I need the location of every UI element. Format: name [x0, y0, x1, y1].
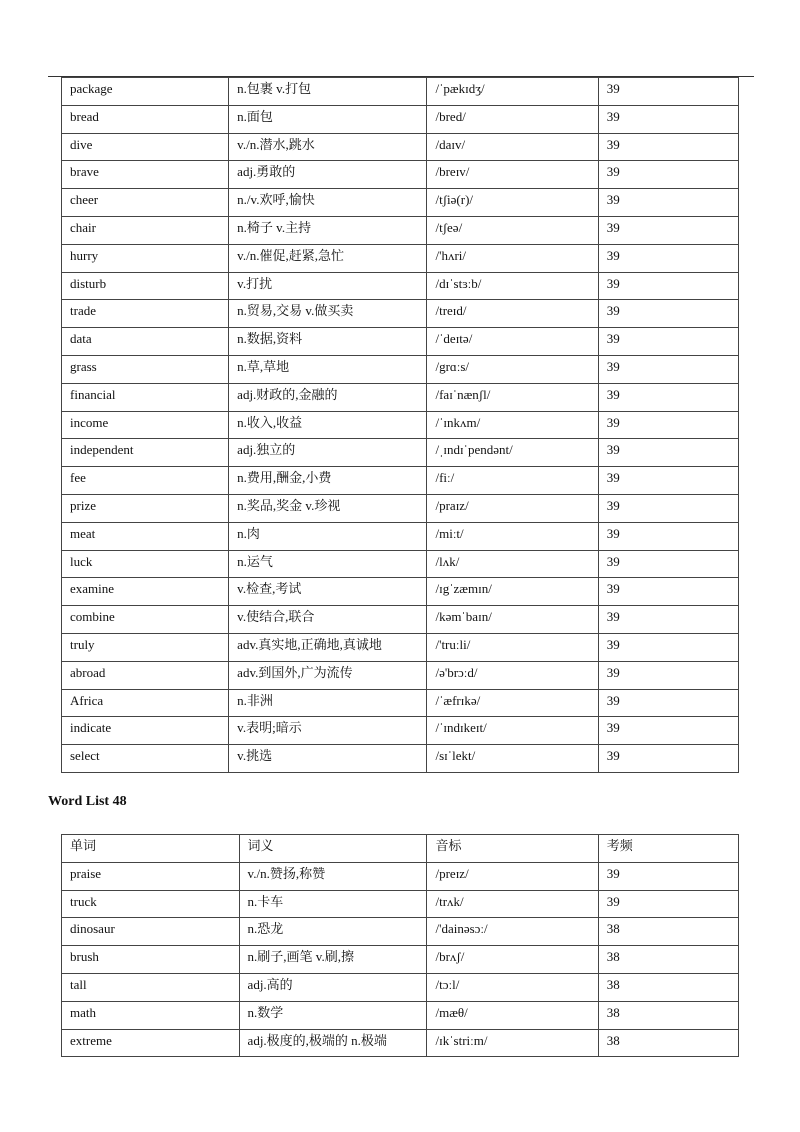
table-row	[62, 946, 739, 974]
table-row	[62, 328, 739, 356]
meaning-cell: v.打扰	[229, 272, 427, 300]
word-cell: income	[62, 411, 229, 439]
table-row	[62, 133, 739, 161]
word-cell: brush	[62, 946, 240, 974]
header-phonetic: 音标	[427, 835, 598, 863]
word-cell: abroad	[62, 661, 229, 689]
word-cell: chair	[62, 216, 229, 244]
word-cell: luck	[62, 550, 229, 578]
word-cell: brave	[62, 161, 229, 189]
header-word: 单词	[62, 835, 240, 863]
table-row	[62, 300, 739, 328]
meaning-cell: adj.极度的,极端的 n.极端	[239, 1029, 427, 1057]
vocab-table-continued	[61, 77, 739, 773]
meaning-cell: v./n.潜水,跳水	[229, 133, 427, 161]
phonetic-cell: /dɪˈstɜːb/	[427, 272, 598, 300]
meaning-cell: n.数据,资料	[229, 328, 427, 356]
table-row	[62, 411, 739, 439]
phonetic-cell: /'dainəsɔː/	[427, 918, 598, 946]
meaning-cell: n.恐龙	[239, 918, 427, 946]
phonetic-cell: /daɪv/	[427, 133, 598, 161]
frequency-cell: 39	[598, 862, 738, 890]
vocab-table-word-list-48	[61, 834, 739, 1057]
meaning-cell: n.包裹 v.打包	[229, 78, 427, 106]
table-row	[62, 862, 739, 890]
table-row	[62, 890, 739, 918]
table-row	[62, 973, 739, 1001]
word-cell: hurry	[62, 244, 229, 272]
meaning-cell: n.刷子,画笔 v.刷,擦	[239, 946, 427, 974]
phonetic-cell: /brʌʃ/	[427, 946, 598, 974]
word-cell: select	[62, 745, 229, 773]
phonetic-cell: /ˈɪnkʌm/	[427, 411, 598, 439]
word-cell: meat	[62, 522, 229, 550]
table-row	[62, 578, 739, 606]
word-cell: math	[62, 1001, 240, 1029]
word-cell: Africa	[62, 689, 229, 717]
phonetic-cell: /lʌk/	[427, 550, 598, 578]
frequency-cell: 39	[598, 606, 738, 634]
frequency-cell: 39	[598, 216, 738, 244]
frequency-cell: 39	[598, 550, 738, 578]
meaning-cell: v.表明;暗示	[229, 717, 427, 745]
frequency-cell: 39	[598, 689, 738, 717]
frequency-cell: 38	[598, 1029, 738, 1057]
phonetic-cell: /ɪgˈzæmɪn/	[427, 578, 598, 606]
phonetic-cell: /'hʌri/	[427, 244, 598, 272]
phonetic-cell: /ˈpækɪdʒ/	[427, 78, 598, 106]
word-cell: combine	[62, 606, 229, 634]
table-row	[62, 689, 739, 717]
table-row	[62, 355, 739, 383]
frequency-cell: 38	[598, 1001, 738, 1029]
table-row	[62, 661, 739, 689]
frequency-cell: 39	[598, 717, 738, 745]
frequency-cell: 39	[598, 244, 738, 272]
meaning-cell: v./n.催促,赶紧,急忙	[229, 244, 427, 272]
word-cell: fee	[62, 467, 229, 495]
word-cell: financial	[62, 383, 229, 411]
phonetic-cell: /sɪˈlekt/	[427, 745, 598, 773]
frequency-cell: 39	[598, 439, 738, 467]
table-row	[62, 1001, 739, 1029]
meaning-cell: n.贸易,交易 v.做买卖	[229, 300, 427, 328]
meaning-cell: n.费用,酬金,小费	[229, 467, 427, 495]
word-cell: disturb	[62, 272, 229, 300]
frequency-cell: 39	[598, 189, 738, 217]
word-cell: truly	[62, 633, 229, 661]
table-row	[62, 550, 739, 578]
word-cell: praise	[62, 862, 240, 890]
frequency-cell: 39	[598, 890, 738, 918]
meaning-cell: n.卡车	[239, 890, 427, 918]
phonetic-cell: /ə'brɔːd/	[427, 661, 598, 689]
meaning-cell: n.收入,收益	[229, 411, 427, 439]
word-cell: dive	[62, 133, 229, 161]
phonetic-cell: /praɪz/	[427, 494, 598, 522]
table-row	[62, 105, 739, 133]
table-row	[62, 189, 739, 217]
meaning-cell: n.椅子 v.主持	[229, 216, 427, 244]
meaning-cell: n.数学	[239, 1001, 427, 1029]
word-cell: cheer	[62, 189, 229, 217]
table-row	[62, 494, 739, 522]
phonetic-cell: /'truːli/	[427, 633, 598, 661]
table-row	[62, 522, 739, 550]
word-cell: independent	[62, 439, 229, 467]
frequency-cell: 39	[598, 105, 738, 133]
table-header-row	[62, 835, 739, 863]
frequency-cell: 39	[598, 661, 738, 689]
frequency-cell: 39	[598, 355, 738, 383]
meaning-cell: adv.真实地,正确地,真诚地	[229, 633, 427, 661]
frequency-cell: 39	[598, 578, 738, 606]
phonetic-cell: /tʃeə/	[427, 216, 598, 244]
table-row	[62, 439, 739, 467]
meaning-cell: n.草,草地	[229, 355, 427, 383]
frequency-cell: 39	[598, 383, 738, 411]
meaning-cell: v./n.赞扬,称赞	[239, 862, 427, 890]
frequency-cell: 38	[598, 918, 738, 946]
table-row	[62, 216, 739, 244]
section-title: Word List 48	[48, 794, 127, 809]
table-row	[62, 745, 739, 773]
table-row	[62, 161, 739, 189]
meaning-cell: adv.到国外,广为流传	[229, 661, 427, 689]
frequency-cell: 39	[598, 745, 738, 773]
frequency-cell: 39	[598, 328, 738, 356]
header-meaning: 词义	[239, 835, 427, 863]
meaning-cell: n./v.欢呼,愉快	[229, 189, 427, 217]
frequency-cell: 38	[598, 946, 738, 974]
phonetic-cell: /preɪz/	[427, 862, 598, 890]
word-cell: indicate	[62, 717, 229, 745]
table-row	[62, 606, 739, 634]
meaning-cell: adj.高的	[239, 973, 427, 1001]
frequency-cell: 39	[598, 467, 738, 495]
frequency-cell: 39	[598, 633, 738, 661]
meaning-cell: v.使结合,联合	[229, 606, 427, 634]
table-row	[62, 78, 739, 106]
word-cell: extreme	[62, 1029, 240, 1057]
phonetic-cell: /tʃiə(r)/	[427, 189, 598, 217]
meaning-cell: n.奖品,奖金 v.珍视	[229, 494, 427, 522]
phonetic-cell: /bred/	[427, 105, 598, 133]
word-cell: bread	[62, 105, 229, 133]
frequency-cell: 39	[598, 272, 738, 300]
word-cell: examine	[62, 578, 229, 606]
table-row	[62, 383, 739, 411]
word-cell: package	[62, 78, 229, 106]
phonetic-cell: /ˈæfrɪkə/	[427, 689, 598, 717]
meaning-cell: adj.独立的	[229, 439, 427, 467]
meaning-cell: v.挑选	[229, 745, 427, 773]
header-frequency: 考频	[598, 835, 738, 863]
phonetic-cell: /tɔːl/	[427, 973, 598, 1001]
phonetic-cell: /ˈɪndɪkeɪt/	[427, 717, 598, 745]
phonetic-cell: /ɪkˈstriːm/	[427, 1029, 598, 1057]
meaning-cell: n.运气	[229, 550, 427, 578]
word-cell: grass	[62, 355, 229, 383]
frequency-cell: 39	[598, 133, 738, 161]
phonetic-cell: /faɪˈnænʃl/	[427, 383, 598, 411]
phonetic-cell: /treɪd/	[427, 300, 598, 328]
phonetic-cell: /fiː/	[427, 467, 598, 495]
word-cell: trade	[62, 300, 229, 328]
phonetic-cell: /trʌk/	[427, 890, 598, 918]
meaning-cell: v.检查,考试	[229, 578, 427, 606]
frequency-cell: 39	[598, 522, 738, 550]
phonetic-cell: /miːt/	[427, 522, 598, 550]
phonetic-cell: /breɪv/	[427, 161, 598, 189]
frequency-cell: 39	[598, 161, 738, 189]
word-cell: truck	[62, 890, 240, 918]
meaning-cell: n.面包	[229, 105, 427, 133]
phonetic-cell: /ˌɪndɪˈpendənt/	[427, 439, 598, 467]
frequency-cell: 39	[598, 78, 738, 106]
meaning-cell: adj.勇敢的	[229, 161, 427, 189]
frequency-cell: 39	[598, 411, 738, 439]
word-cell: tall	[62, 973, 240, 1001]
phonetic-cell: /mæθ/	[427, 1001, 598, 1029]
table-row	[62, 633, 739, 661]
table-row	[62, 272, 739, 300]
meaning-cell: adj.财政的,金融的	[229, 383, 427, 411]
word-cell: data	[62, 328, 229, 356]
meaning-cell: n.非洲	[229, 689, 427, 717]
table-row	[62, 918, 739, 946]
table-row	[62, 467, 739, 495]
phonetic-cell: /grɑːs/	[427, 355, 598, 383]
frequency-cell: 39	[598, 494, 738, 522]
table-row	[62, 244, 739, 272]
phonetic-cell: /ˈdeɪtə/	[427, 328, 598, 356]
word-cell: dinosaur	[62, 918, 240, 946]
table-row	[62, 717, 739, 745]
phonetic-cell: /kəmˈbaɪn/	[427, 606, 598, 634]
word-cell: prize	[62, 494, 229, 522]
frequency-cell: 38	[598, 973, 738, 1001]
table-row	[62, 1029, 739, 1057]
frequency-cell: 39	[598, 300, 738, 328]
meaning-cell: n.肉	[229, 522, 427, 550]
